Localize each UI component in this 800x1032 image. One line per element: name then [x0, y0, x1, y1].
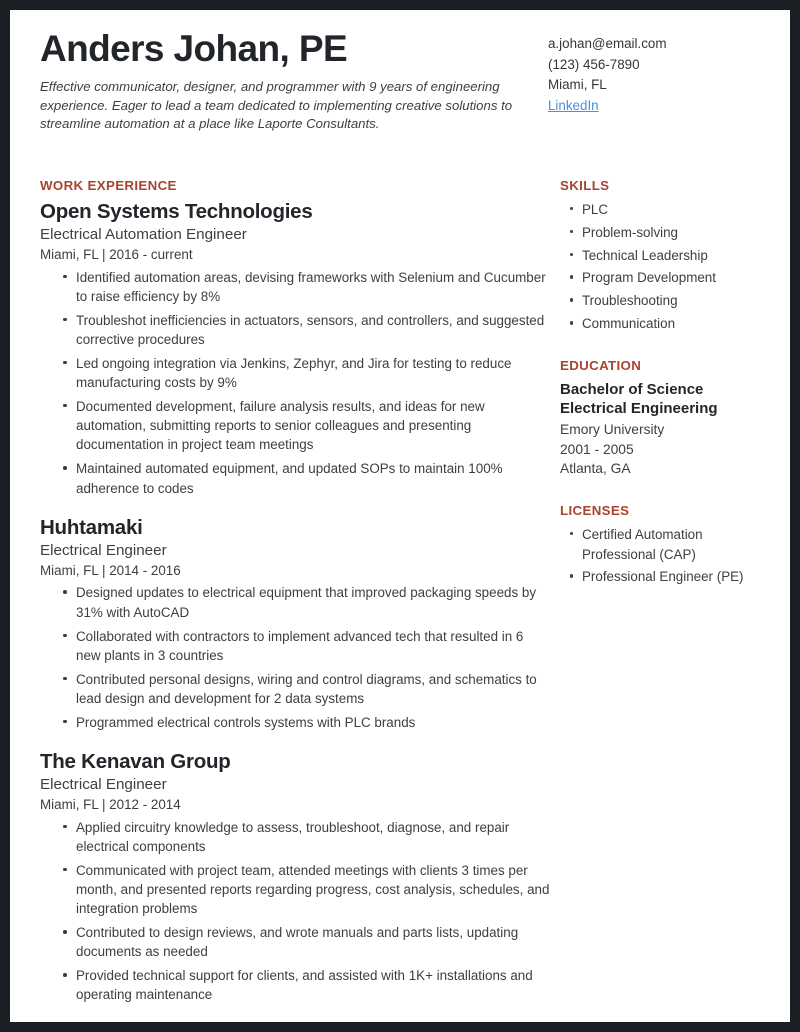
section-title-work-experience: WORK EXPERIENCE	[40, 178, 177, 193]
page-title: Anders Johan, PE	[40, 28, 348, 69]
skill-item: Communication	[582, 314, 760, 334]
job-bullet-list	[40, 268, 550, 498]
resume-document	[10, 10, 790, 1022]
job-bullet: Identified automation areas, devising frameworks with Selenium and Cucumber to raise efficiency by 8%	[76, 268, 550, 307]
job-bullet: Contributed to design reviews, and wrote manuals and parts lists, updating documents as needed	[76, 923, 550, 962]
job-title: Electrical Automation Engineer	[40, 226, 247, 243]
job-entry	[40, 199, 550, 498]
header-left-block	[40, 30, 538, 134]
section-title-education: EDUCATION	[560, 357, 642, 373]
job-bullet: Programmed electrical controls systems with PLC brands	[76, 713, 550, 732]
licenses-section	[560, 503, 760, 587]
job-bullet: Applied circuitry knowledge to assess, troubleshoot, diagnose, and repair electrical components	[76, 818, 550, 857]
license-item: Professional Engineer (PE)	[582, 567, 760, 587]
job-bullet: Provided technical support for clients, and assisted with 1K+ installations and operating maintenance	[76, 966, 550, 1005]
skill-item: Problem-solving	[582, 223, 760, 243]
job-bullet-list	[40, 583, 550, 732]
contact-email[interactable]: a.johan@email.com	[547, 36, 667, 51]
job-meta: Miami, FL | 2012 - 2014	[40, 797, 181, 813]
job-company: The Kenavan Group	[40, 750, 231, 773]
skills-section	[560, 178, 760, 334]
education-field: Electrical Engineering	[560, 400, 718, 418]
job-meta: Miami, FL | 2014 - 2016	[40, 563, 181, 579]
skills-list	[560, 200, 760, 334]
education-section	[560, 358, 760, 479]
section-title-skills: SKILLS	[560, 178, 610, 193]
license-item: Certified Automation Professional (CAP)	[582, 525, 760, 565]
contact-block	[538, 30, 760, 116]
licenses-list	[560, 525, 760, 587]
job-bullet: Collaborated with contractors to implement advanced tech that resulted in 6 new plants in 3 countries	[76, 627, 550, 666]
resume-body	[40, 178, 760, 1005]
job-bullet: Maintained automated equipment, and updated SOPs to maintain 100% adherence to codes	[76, 459, 550, 498]
education-location: Atlanta, GA	[560, 461, 631, 477]
contact-location: Miami, FL	[547, 77, 607, 92]
job-entry	[40, 515, 550, 732]
education-school: Emory University	[560, 421, 665, 437]
education-degree: Bachelor of Science	[560, 380, 704, 398]
job-title: Electrical Engineer	[40, 776, 167, 793]
job-bullet-list	[40, 818, 550, 1005]
job-bullet: Contributed personal designs, wiring and control diagrams, and schematics to lead design and development for 2 data systems	[76, 670, 550, 709]
job-company: Open Systems Technologies	[40, 200, 313, 223]
education-years: 2001 - 2005	[560, 441, 634, 457]
job-bullet: Documented development, failure analysis results, and ideas for new automation, submitting reports to senior colleagues and presenting documentation in project team meetings	[76, 397, 550, 455]
job-bullet: Designed updates to electrical equipment that improved packaging speeds by 31% with AutoCAD	[76, 583, 550, 622]
resume-header	[40, 30, 760, 134]
job-meta: Miami, FL | 2016 - current	[40, 247, 193, 263]
skill-item: Technical Leadership	[582, 246, 760, 266]
contact-phone[interactable]: (123) 456-7890	[547, 56, 640, 72]
linkedin-link[interactable]: LinkedIn	[547, 97, 599, 113]
job-title: Electrical Engineer	[40, 541, 167, 559]
job-bullet: Communicated with project team, attended meetings with clients 3 times per month, and presented reports regarding progress, cost analysis, schedules, and integration problems	[76, 861, 550, 919]
sidebar-column	[560, 178, 760, 590]
skill-item: Program Development	[582, 268, 760, 288]
job-bullet: Led ongoing integration via Jenkins, Zephyr, and Jira for testing to reduce manufacturing costs by 9%	[76, 354, 550, 393]
skill-item: PLC	[582, 200, 760, 220]
job-entry	[40, 749, 550, 1005]
job-company: Huhtamaki	[40, 515, 143, 539]
professional-summary: Effective communicator, designer, and programmer with 9 years of engineering experience. Eager to lead a team dedicated to implementing creative solutions to streamline automation at a place like Laporte Consultants.	[40, 78, 513, 132]
job-bullet: Troubleshot inefficiencies in actuators, sensors, and controllers, and suggested corrective procedures	[76, 311, 550, 350]
main-column	[40, 178, 550, 1005]
skill-item: Troubleshooting	[582, 291, 760, 311]
section-title-licenses: LICENSES	[560, 502, 630, 518]
